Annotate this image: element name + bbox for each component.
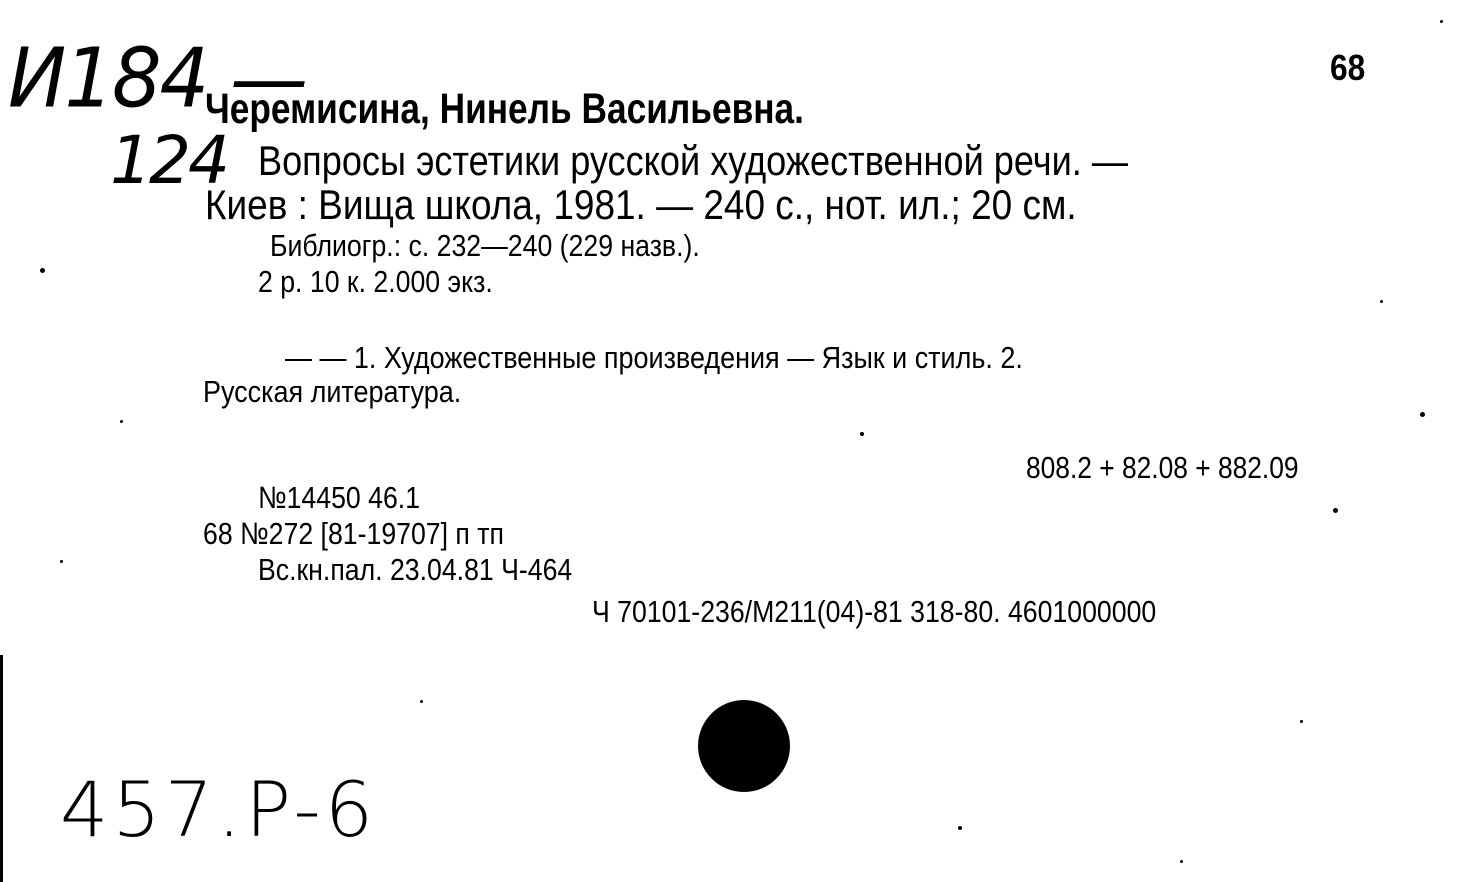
speck	[60, 560, 63, 563]
speck	[420, 700, 423, 703]
bibliography-note: Библиогр.: с. 232—240 (229 назв.).	[270, 228, 700, 263]
speck	[1180, 860, 1183, 863]
speck	[120, 420, 123, 423]
speck	[40, 268, 45, 273]
card-number: 68	[1330, 47, 1366, 88]
title-line-1: Вопросы эстетики русской художественной речи. —	[258, 137, 1128, 184]
author-heading: Черемисина, Нинель Васильевна.	[205, 85, 804, 133]
punch-hole	[698, 700, 790, 792]
classification-index: 808.2 + 82.08 + 882.09	[1026, 450, 1299, 485]
speck	[1300, 720, 1303, 723]
speck	[1420, 412, 1425, 417]
price-and-copies: 2 р. 10 к. 2.000 экз.	[258, 264, 493, 299]
publishing-codes: Ч 70101-236/М211(04)-81 318-80. 4601000000	[592, 594, 1157, 629]
subject-headings-1: — — 1. Художественные произведения — Язык и стиль. 2.	[285, 340, 1023, 375]
shelf-mark-handwritten-2: 124	[110, 122, 227, 199]
book-chamber-record: Вс.кн.пал. 23.04.81 Ч-464	[258, 552, 573, 587]
speck	[1380, 300, 1383, 303]
card-series: 68 №272 [81-19707] п тп	[203, 516, 504, 551]
order-number: №14450 46.1	[258, 480, 421, 515]
subject-headings-2: Русская литература.	[203, 374, 462, 409]
shelf-mark-handwritten: И184 —	[8, 31, 307, 127]
card-edge-line	[0, 655, 3, 882]
speck	[860, 432, 864, 436]
handwritten-inventory-mark: 457.P-6	[60, 765, 378, 854]
speck	[958, 826, 962, 830]
speck	[1333, 508, 1338, 513]
title-line-2: Киев : Вища школа, 1981. — 240 с., нот. ил.; 20 см.	[205, 181, 1077, 228]
speck	[1440, 20, 1443, 23]
